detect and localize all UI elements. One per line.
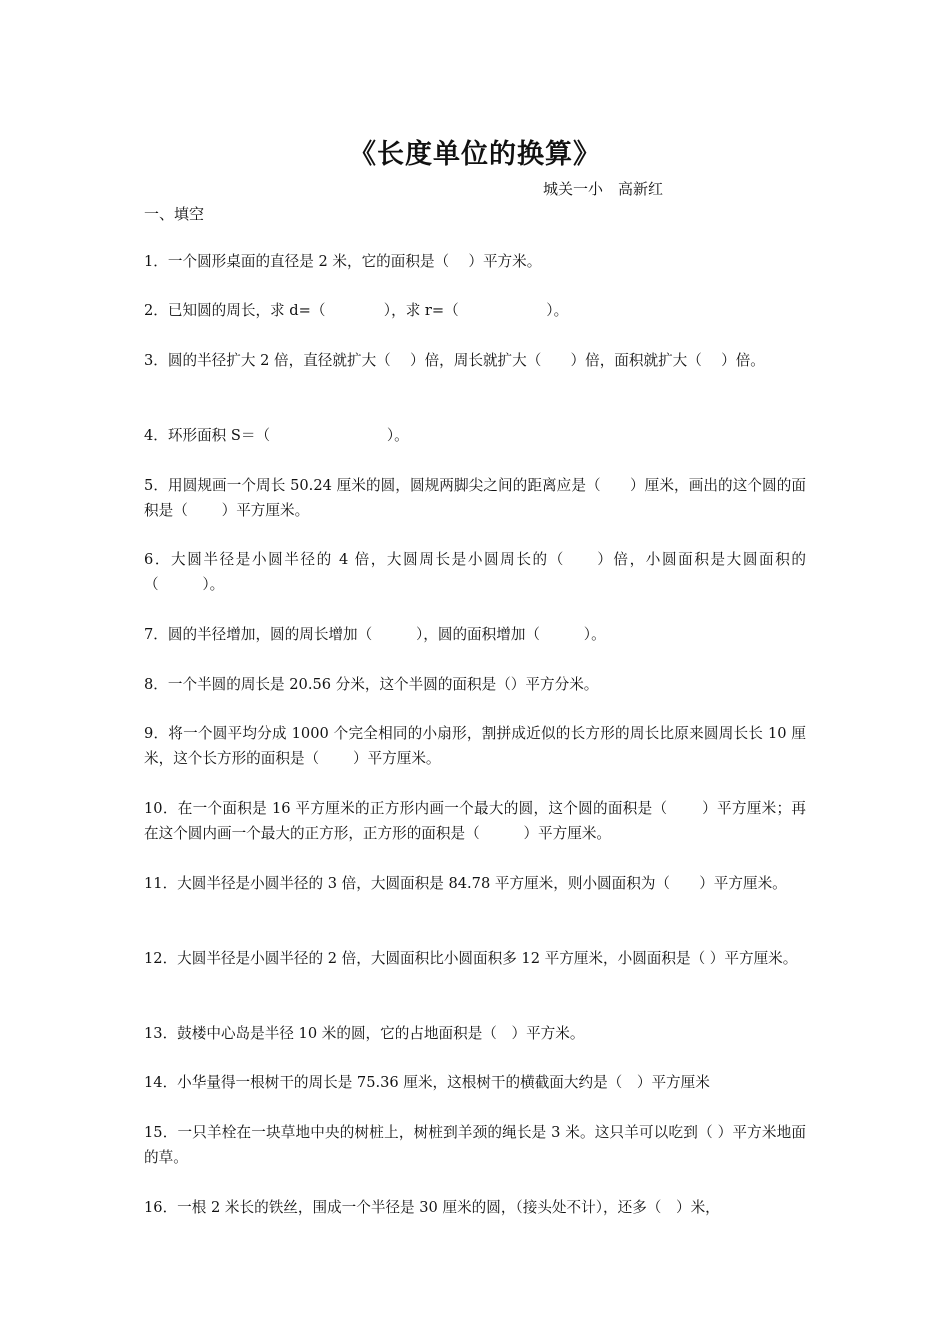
question-14: 14．小华量得一根树干的周长是 75.36 厘米，这根树干的横截面大约是（ ）平方厘米	[144, 1074, 710, 1091]
question-16: 16．一根 2 米长的铁丝，围成一个半径是 30 厘米的圆，（接头处不计），还多（ ）米，	[144, 1199, 720, 1216]
document-title: 《长度单位的换算》	[349, 139, 601, 170]
question-10: 10．在一个面积是 16 平方厘米的正方形内画一个最大的圆，这个圆的面积是（ ）平方厘米；再在这个圆内画一个最大的正方形，正方形的面积是（ ）平方厘米。	[144, 800, 806, 842]
question-5: 5．用圆规画一个周长 50.24 厘米的圆，圆规两脚尖之间的距离应是（ ）厘米，画出的这个圆的面积是（ ）平方厘米。	[144, 477, 806, 519]
question-2: 2．已知圆的周长，求 d=（ ），求 r=（ ）。	[144, 302, 569, 319]
section-heading: 一、填空	[144, 205, 205, 223]
question-15: 15．一只羊栓在一块草地中央的树桩上，树桩到羊颈的绳长是 3 米。这只羊可以吃到（ ）平方米地面的草。	[144, 1124, 806, 1166]
question-4: 4．环形面积 S＝（ ）。	[144, 427, 409, 444]
question-11: 11．大圆半径是小圆半径的 3 倍，大圆面积是 84.78 平方厘米，则小圆面积为（ ）平方厘米。	[144, 875, 787, 892]
question-6: 6．大圆半径是小圆半径的 4 倍，大圆周长是小圆周长的（ ）倍，小圆面积是大圆面积的（ ）。	[144, 551, 806, 593]
question-13: 13．鼓楼中心岛是半径 10 米的圆，它的占地面积是（ ）平方米。	[144, 1025, 585, 1042]
question-12: 12．大圆半径是小圆半径的 2 倍，大圆面积比小圆面积多 12 平方厘米，小圆面积是（ ）平方厘米。	[144, 950, 798, 967]
author-line: 城关一小 高新红	[543, 180, 664, 198]
question-3: 3．圆的半径扩大 2 倍，直径就扩大（ ）倍，周长就扩大（ ）倍，面积就扩大（ ）倍。	[144, 352, 765, 369]
question-7: 7．圆的半径增加，圆的周长增加（ ），圆的面积增加（ ）。	[144, 626, 606, 643]
question-9: 9．将一个圆平均分成 1000 个完全相同的小扇形，割拼成近似的长方形的周长比原来圆周长长 10 厘米，这个长方形的面积是（ ）平方厘米。	[144, 725, 806, 767]
question-8: 8．一个半圆的周长是 20.56 分米，这个半圆的面积是（）平方分米。	[144, 676, 599, 693]
question-1: 1．一个圆形桌面的直径是 2 米，它的面积是（ ）平方米。	[144, 253, 542, 270]
